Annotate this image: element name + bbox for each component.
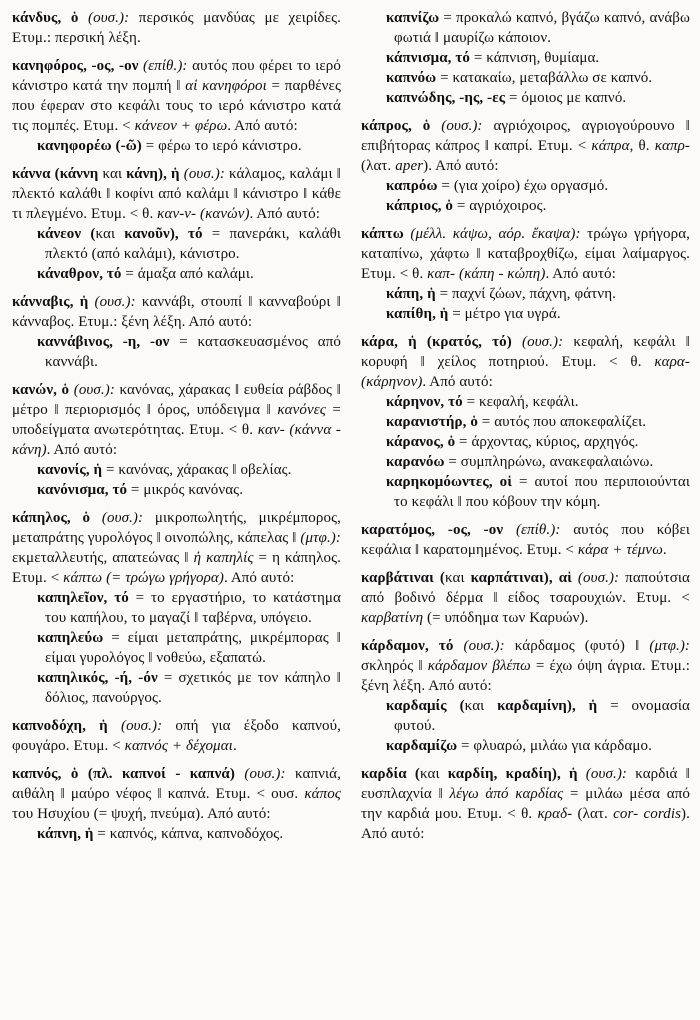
derivative-entry <box>12 264 341 284</box>
dictionary-entry <box>361 568 690 628</box>
headword: κάπνη, ἡ <box>37 826 94 842</box>
grammar-label: (ουσ.): <box>120 718 176 734</box>
definition-text: = κατασκευασμένος από καννάβι. <box>45 334 341 370</box>
definition-text: = αυτοί που περιποιούνται το κεφάλι ‖ που κόβουν την κόμη. <box>394 474 690 510</box>
definition-text: = παχνί ζώων, πάχνη, φάτνη. <box>435 286 616 302</box>
headword: κανηφορέω (-ῶ) <box>37 138 142 154</box>
definition-text: αυτός που φέρει το ιερό κάνιστρο κατά την πομπή ‖ <box>12 58 341 94</box>
definition-text: καρδιά ‖ ευσπλαχνία ‖ <box>361 766 690 802</box>
definition-text: = η κάπηλος. Ετυμ. < <box>12 550 341 586</box>
grammar-label: καν- (κάννα - κάνη) <box>12 422 341 458</box>
grammar-label: κάρδαμον βλέπω <box>427 658 531 674</box>
derivative-entry <box>361 284 690 304</box>
definition-text: = πανεράκι, καλάθι πλεκτό (από καλάμι), κάνιστρο. <box>45 226 341 262</box>
headword: καρπάτιναι), αἱ <box>470 570 578 586</box>
headword: καρδαμίς ( <box>386 698 465 714</box>
headword: κάννα (κάννη <box>12 166 103 182</box>
derivative-entry <box>12 628 341 668</box>
derivative-entry <box>361 452 690 472</box>
headword: καπνοδόχη, ἡ <box>12 718 121 734</box>
headword: καπρόω <box>386 178 438 194</box>
headword: κάναθρον, τό <box>37 266 122 282</box>
grammar-label: (μτφ.): <box>649 638 691 654</box>
definition-text: και <box>464 698 498 714</box>
definition-text: (λατ. <box>361 158 396 174</box>
definition-text: = όμοιος με καπνό. <box>505 90 627 106</box>
definition-text: ). Από αυτό: <box>361 806 690 842</box>
definition-text: . Από αυτό: <box>545 266 616 282</box>
definition-text: = άρχοντας, κύριος, αρχηγός. <box>455 434 639 450</box>
definition-text: . Από αυτό: <box>422 374 493 390</box>
headword: κανονίς, ἡ <box>37 462 103 478</box>
definition-text: και <box>419 766 448 782</box>
definition-text: = κατακαίω, μεταβάλλω σε καπνό. <box>436 70 653 86</box>
headword: κανηφόρος, -ος, -ον <box>12 58 144 74</box>
definition-text: . Από αυτό: <box>46 442 118 458</box>
definition-text: = μιλάω μέσα από την καρδιά μου. Ετυμ. < θ. <box>361 786 690 822</box>
grammar-label: καπρ- <box>654 138 690 154</box>
definition-text: καπνιά, αιθάλη ‖ μαύρο νέφος ‖ καπνά. Ετυμ. < ουσ. <box>12 766 341 802</box>
definition-text: = συμπληρώνω, ανακεφαλαιώνω. <box>444 454 654 470</box>
dictionary-entry <box>12 56 341 136</box>
definition-text: = κανόνας, χάρακας ‖ οβελίας. <box>102 462 292 478</box>
grammar-label: (μτφ.): <box>300 530 341 546</box>
definition-text: = αυτός που αποκεφαλίζει. <box>477 414 647 430</box>
grammar-label: (ουσ.): <box>441 118 494 134</box>
definition-text: = άμαξα από καλάμι. <box>121 266 254 282</box>
dictionary-entry <box>12 508 341 588</box>
dictionary-entry <box>361 116 690 176</box>
derivative-entry <box>361 176 690 196</box>
definition-text: = καπνός, κάπνα, καπνοδόχος. <box>93 826 284 842</box>
column-right <box>361 8 690 1014</box>
derivative-entry <box>361 412 690 432</box>
grammar-label: (ουσ.): <box>577 570 626 586</box>
definition-text: ). Από αυτό: <box>423 158 499 174</box>
derivative-entry <box>361 392 690 412</box>
definition-text: = ονομασία φυτού. <box>394 698 690 734</box>
definition-text: περσικός μανδύας με χειρίδες. Ετυμ.: περσική λέξη. <box>12 10 342 46</box>
headword: κάρηνον, τό <box>386 394 463 410</box>
definition-text: κάλαμος, καλάμι ‖ πλεκτό καλάθι ‖ κοφίνι από καλάμι ‖ κάνιστρο ‖ κάθε τι πλεγμένο. Ετυμ. < θ. <box>12 166 341 222</box>
headword: κάρανος, ὁ <box>386 434 456 450</box>
dictionary-entry <box>12 764 341 824</box>
headword: καπηλεῖον, τό <box>37 590 129 606</box>
dictionary-entry <box>361 764 690 844</box>
headword: καπηλεύω <box>37 630 104 646</box>
dictionary-entry <box>12 292 341 332</box>
grammar-label: (ουσ.): <box>88 10 139 26</box>
headword: καπνόω <box>386 70 437 86</box>
grammar-label: (ουσ.): <box>244 766 295 782</box>
grammar-label: κανόνες <box>277 402 326 418</box>
grammar-label: κραδ- <box>537 806 573 822</box>
headword: καννάβινος, -η, -ον <box>37 334 170 350</box>
definition-text: = σχετικός με τον κάπηλο ‖ δόλιος, πανούργος. <box>45 670 341 706</box>
definition-text: κάρδαμος (φυτό) ‖ <box>514 638 650 654</box>
definition-text: = έχω όψη άγρια. Ετυμ.: ξένη λέξη. Από αυτό: <box>361 658 690 694</box>
headword: καρατόμος, -ος, -ον <box>361 522 516 538</box>
definition-text: κανόνας, χάρακας ‖ ευθεία ράβδος ‖ μέτρο ‖ περιορισμός ‖ όρος, υπόδειγμα ‖ <box>12 382 341 418</box>
column-left <box>12 8 341 1014</box>
definition-text: εκμεταλλευτής, απατεώνας ‖ <box>12 550 194 566</box>
definition-text: = αγριόχοιρος. <box>453 198 547 214</box>
headword: καρδίη, κραδίη), ἡ <box>447 766 586 782</box>
headword: κάρα, ἡ (κρατός, τό) <box>361 334 522 350</box>
definition-text: οπή για έξοδο καπνού, φουγάρο. Ετυμ. < <box>12 718 341 754</box>
grammar-label: (μέλλ. κάψω, αόρ. ἔκαψα): <box>410 226 588 242</box>
definition-text: = υποδείγματα ανωτερότητας. Ετυμ. < θ. <box>12 402 341 438</box>
grammar-label: (επίθ.): <box>143 58 193 74</box>
derivative-entry <box>361 68 690 88</box>
definition-text: , θ. <box>629 138 655 154</box>
derivative-entry <box>361 472 690 512</box>
dictionary-entry <box>12 8 341 48</box>
grammar-label: κάνεον + φέρω <box>134 118 228 134</box>
grammar-label: aper <box>395 158 424 174</box>
grammar-label: καπνός + δέχομαι <box>124 738 233 754</box>
definition-text: = μέτρο για υγρά. <box>448 306 561 322</box>
dictionary-entry <box>361 520 690 560</box>
headword: καρανόω <box>386 454 445 470</box>
derivative-entry <box>361 432 690 452</box>
derivative-entry <box>361 304 690 324</box>
headword: καρδαμίζω <box>386 738 458 754</box>
dictionary-entry <box>12 380 341 460</box>
headword: κάνη), ἡ <box>126 166 184 182</box>
derivative-entry <box>12 460 341 480</box>
headword: καρβάτιναι ( <box>361 570 445 586</box>
headword: καρηκομόωντες, οἱ <box>386 474 512 490</box>
headword: κανόνισμα, τό <box>37 482 128 498</box>
definition-text: τρώγω γρήγορα, καταπίνω, χάφτω ‖ καταβροχθίζω, είμαι λαίμαργος. Ετυμ. < θ. <box>361 226 691 282</box>
headword: κάπριος, ὁ <box>386 198 453 214</box>
derivative-entry <box>12 824 341 844</box>
grammar-label: καρβατίνη <box>361 610 424 626</box>
headword: κάπρος, ὁ <box>361 118 442 134</box>
definition-text: . Από αυτό: <box>249 206 320 222</box>
derivative-entry <box>361 696 690 736</box>
dictionary-entry <box>361 332 690 392</box>
dictionary-entry <box>361 636 690 696</box>
derivative-entry <box>12 136 341 156</box>
definition-text: του Ησυχίου (= ψυχή, πνεύμα). Από αυτό: <box>12 806 271 822</box>
derivative-entry <box>361 88 690 108</box>
definition-text: κεφαλή, κεφάλι ‖ κορυφή ‖ χείλος ποτηριού. Ετυμ. < θ. <box>361 334 690 370</box>
dictionary-entry <box>361 224 690 284</box>
headword: κανών, ὁ <box>12 382 74 398</box>
grammar-label: κάπρα <box>591 138 630 154</box>
grammar-label: (ουσ.): <box>73 382 120 398</box>
grammar-label: αἱ κανηφόροι <box>185 78 267 94</box>
headword: καρανιστήρ, ὁ <box>386 414 478 430</box>
grammar-label: (ουσ.): <box>522 334 574 350</box>
grammar-label: (ουσ.): <box>463 638 515 654</box>
derivative-entry <box>361 196 690 216</box>
grammar-label: καν-ν- (κανών) <box>157 206 250 222</box>
headword: κάπνισμα, τό <box>386 50 470 66</box>
definition-text: = παρθένες που έφεραν στο κεφάλι τους το ιερό κάνιστρο κατά τις πομπές. Ετυμ. < <box>12 78 341 134</box>
definition-text: = κάπνιση, θυμίαμα. <box>470 50 600 66</box>
definition-text: = φέρω το ιερό κάνιστρο. <box>141 138 302 154</box>
grammar-label: κάρα + τέμνω <box>577 542 663 558</box>
headword: κάρδαμον, τό <box>361 638 464 654</box>
headword: καρδαμίνη), ἡ <box>497 698 598 714</box>
definition-text: σκληρός ‖ <box>361 658 428 674</box>
definition-text: . Από αυτό: <box>223 570 295 586</box>
definition-text: και <box>444 570 471 586</box>
definition-text: και <box>95 226 125 242</box>
headword: κάνναβις, ἡ <box>12 294 95 310</box>
headword: κάπτω <box>361 226 411 242</box>
grammar-label: καπ- (κάπη - κώπη) <box>427 266 546 282</box>
headword: κάπη, ἡ <box>386 286 436 302</box>
definition-text: παπούτσια από βοδινό δέρμα ‖ είδος τσαρουχιών. Ετυμ. < <box>361 570 690 606</box>
headword: κάπηλος, ὁ <box>12 510 102 526</box>
grammar-label: (ουσ.): <box>94 294 142 310</box>
dictionary-entry <box>12 716 341 756</box>
derivative-entry <box>361 8 690 48</box>
definition-text: . Από αυτό: <box>227 118 298 134</box>
definition-text: . <box>662 542 667 558</box>
grammar-label: κάπος <box>304 786 341 802</box>
derivative-entry <box>12 668 341 708</box>
derivative-entry <box>12 588 341 628</box>
derivative-entry <box>12 224 341 264</box>
headword: κανοῦν), τό <box>124 226 203 242</box>
derivative-entry <box>12 480 341 500</box>
grammar-label: (ουσ.): <box>183 166 229 182</box>
definition-text: = είμαι μεταπράτης, μικρέμπορας ‖ είμαι γυρολόγος ‖ νοθεύω, εξαπατώ. <box>45 630 341 666</box>
grammar-label: (ουσ.): <box>585 766 636 782</box>
definition-text: μικροπωλητής, μικρέμπορος, μεταπράτης γυρολόγος ‖ οινοπώλης, κάπελας ‖ <box>12 510 341 546</box>
definition-text: = το εργαστήριο, το κατάστημα του καπήλου, το μαγαζί ‖ ταβέρνα, υπόγειο. <box>45 590 341 626</box>
definition-text: καννάβι, στουπί ‖ κανναβούρι ‖ κάνναβος. Ετυμ.: ξένη λέξη. Από αυτό: <box>12 294 341 330</box>
definition-text: αγριόχοιρος, αγριογούρουνο ‖ επιβήτορας κάπρος ‖ καπρί. Ετυμ. < <box>361 118 690 154</box>
definition-text: . <box>232 738 237 754</box>
grammar-label: cor- cordis <box>613 806 682 822</box>
headword: καπίθη, ἡ <box>386 306 449 322</box>
headword: καπνός, ὁ (πλ. καπνοί - καπνά) <box>12 766 245 782</box>
headword: καπηλικός, -ή, -όν <box>37 670 158 686</box>
grammar-label: ἡ καπηλίς <box>193 550 254 566</box>
derivative-entry <box>361 48 690 68</box>
definition-text: (λατ. <box>572 806 614 822</box>
grammar-label: κάπτω (= τρώγω γρήγορα) <box>63 570 224 586</box>
definition-text: = φλυαρώ, μιλάω για κάρδαμο. <box>457 738 652 754</box>
dictionary-entry <box>12 164 341 224</box>
grammar-label: λέγω ἀπό καρδίας <box>449 786 564 802</box>
derivative-entry <box>12 332 341 372</box>
definition-text: = κεφαλή, κεφάλι. <box>462 394 579 410</box>
headword: κάνεον ( <box>37 226 96 242</box>
headword: καπνίζω <box>386 10 440 26</box>
derivative-entry <box>361 736 690 756</box>
definition-text: αυτός που κόβει κεφάλια ‖ καρατομημένος. Ετυμ. < <box>361 522 690 558</box>
grammar-label: καρα- (κάρηνον) <box>361 354 690 390</box>
definition-text: = μικρός κανόνας. <box>127 482 244 498</box>
grammar-label: (ουσ.): <box>101 510 155 526</box>
headword: καπνώδης, -ης, -ες <box>386 90 506 106</box>
headword: καρδία ( <box>361 766 420 782</box>
headword: κάνδυς, ὁ <box>12 10 88 26</box>
definition-text: = προκαλώ καπνό, βγάζω καπνό, ανάβω φωτιά ‖ μαυρίζω κάποιον. <box>394 10 690 46</box>
definition-text: = (για χοίρο) έχω οργασμό. <box>437 178 609 194</box>
grammar-label: (επίθ.): <box>515 522 574 538</box>
definition-text: και <box>102 166 127 182</box>
definition-text: (= υπόδημα των Καρυών). <box>423 610 589 626</box>
